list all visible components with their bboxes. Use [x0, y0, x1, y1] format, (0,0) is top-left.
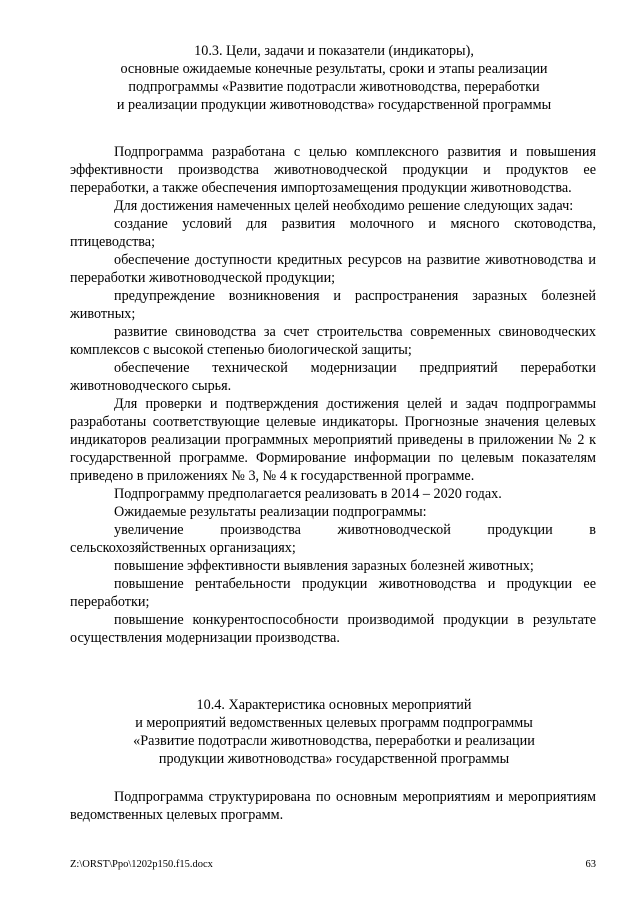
paragraph: создание условий для развития молочного и мясного скотоводства, птицеводства;	[70, 216, 596, 250]
heading-line: и реализации продукции животноводства» государственной программы	[116, 97, 552, 113]
paragraph: Для проверки и подтверждения достижения целей и задач подпрограммы разработаны соответствующие целевые индикаторы. Прогнозные значения целевых индикаторов реализации программных мероприятий приведены в приложении № 2 к государственной программе. Формирование информации по целевым показателям приведено в приложениях № 3, № 4 к государственной программе.	[70, 396, 596, 484]
paragraph: Ожидаемые результаты реализации подпрограммы:	[114, 504, 427, 520]
section-10-3-heading	[84, 42, 584, 114]
heading-line: 10.4. Характеристика основных мероприятий	[196, 697, 472, 713]
paragraph: увеличение производства животноводческой продукции в сельскохозяйственных организациях;	[70, 522, 596, 556]
section-10-3-body	[70, 143, 596, 647]
heading-line: и мероприятий ведомственных целевых программ подпрограммы	[135, 715, 533, 731]
paragraph: повышение конкурентоспособности производимой продукции в результате осуществления модернизации производства.	[70, 612, 596, 646]
page-number: 63	[585, 859, 596, 870]
paragraph: предупреждение возникновения и распространения заразных болезней животных;	[70, 288, 596, 322]
paragraph: Подпрограмма разработана с целью комплексного развития и повышения эффективности производства животноводческой продукции и продуктов ее переработки, а также обеспечения импортозамещения продукции животноводства.	[70, 144, 596, 196]
paragraph: повышение рентабельности продукции животноводства и продукции ее переработки;	[70, 576, 596, 610]
section-10-4-body	[70, 788, 596, 824]
file-path: Z:\ORST\Ppo\1202p150.f15.docx	[70, 859, 213, 870]
section-10-4-heading	[84, 696, 584, 768]
heading-line: 10.3. Цели, задачи и показатели (индикаторы),	[194, 43, 474, 59]
paragraph: Для достижения намеченных целей необходимо решение следующих задач:	[114, 198, 574, 214]
paragraph: Подпрограмма структурирована по основным мероприятиям и мероприятиям ведомственных целевых программ.	[70, 789, 596, 823]
paragraph: повышение эффективности выявления заразных болезней животных;	[114, 558, 534, 574]
paragraph: обеспечение доступности кредитных ресурсов на развитие животноводства и переработки животноводческой продукции;	[70, 252, 596, 286]
paragraph: обеспечение технической модернизации предприятий переработки животноводческого сырья.	[70, 360, 596, 394]
heading-line: «Развитие подотрасли животноводства, переработки и реализации	[133, 733, 535, 749]
paragraph: Подпрограмму предполагается реализовать в 2014 – 2020 годах.	[114, 486, 502, 502]
heading-line: основные ожидаемые конечные результаты, сроки и этапы реализации	[120, 61, 548, 77]
paragraph: развитие свиноводства за счет строительства современных свиноводческих комплексов с высокой степенью биологической защиты;	[70, 324, 596, 358]
heading-line: подпрограммы «Развитие подотрасли животноводства, переработки	[128, 79, 540, 95]
heading-line: продукции животноводства» государственной программы	[158, 751, 510, 767]
